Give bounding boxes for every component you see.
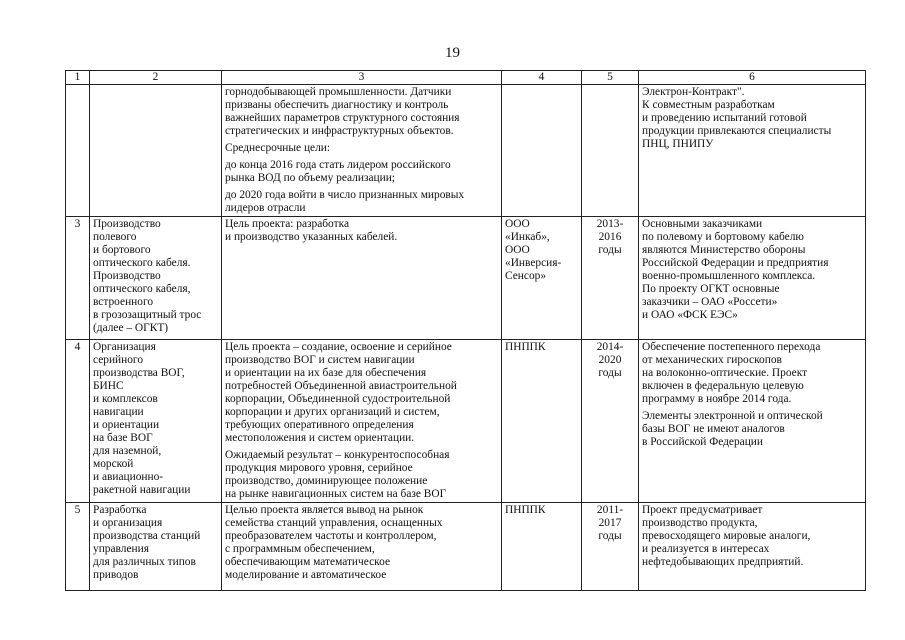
- row-number-cell: 3: [66, 217, 90, 340]
- years-cell: 2013- 2016 годы: [582, 217, 639, 340]
- column-header: 3: [222, 71, 502, 85]
- table-row: [66, 503, 866, 591]
- project-name-cell: Организация серийного производства ВОГ, БИНС и комплексов навигации и ориентации на базе ВОГ для наземной, морской и авиационно- ракетной навигации: [90, 340, 222, 503]
- notes-cell: Электрон-Контракт". К совместным разработкам и проведению испытаний готовой продукции привлекаются специалисты ПНЦ, ПНИПУ: [639, 85, 866, 217]
- executor-cell: ООО «Инкаб», ООО «Инверсия- Сенсор»: [502, 217, 582, 340]
- notes-cell: Проект предусматривает производство продукта, превосходящего мировые аналоги, и реализуется в интересах нефтедобывающих предприятий.: [639, 503, 866, 591]
- project-goal-cell: Целью проекта является вывод на рынок семейства станций управления, оснащенных преобразователем частоты и контроллером, с программным обеспечением, обеспечивающим математическое моделирование и автоматическое: [222, 503, 502, 591]
- notes-cell: Основными заказчиками по полевому и бортовому кабелю являются Министерство обороны Российской Федерации и предприятия военно-промышленного комплекса. По проекту ОГКТ основные заказчики – ОАО «Россети» и ОАО «ФСК ЕЭС»: [639, 217, 866, 340]
- row-number-cell: 4: [66, 340, 90, 503]
- projects-table: [65, 70, 866, 591]
- notes-cell: Обеспечение постепенного перехода от механических гироскопов на волоконно-оптические. Проект включен в федеральную целевую программу в ноябре 2014 года. Элементы электронной и оптической базы ВОГ не имеют аналогов в Российской Федерации: [639, 340, 866, 503]
- project-goal-cell: Цель проекта – создание, освоение и серийное производство ВОГ и систем навигации и ориентации на их базе для обеспечения потребностей Объединенной авиастроительной корпорации, Объединенной судостроительной корпорации и других организаций и систем, требующих оперативного определения местоположения и систем ориентации. Ожидаемый результат – конкурентоспособная продукция мирового уровня, серийное производство, доминирующее положение на рынке навигационных систем на базе ВОГ: [222, 340, 502, 503]
- header-row: [66, 71, 866, 85]
- table-row: [66, 217, 866, 340]
- column-header: 1: [66, 71, 90, 85]
- table-row: [66, 340, 866, 503]
- project-goal-cell: горнодобывающей промышленности. Датчики призваны обеспечить диагностику и контроль важнейших параметров структурного состояния стратегических и инфраструктурных объектов. Среднесрочные цели: до конца 2016 года стать лидером российского рынка ВОД по объему реализации; до 2020 года войти в число признанных мировых лидеров отрасли: [222, 85, 502, 217]
- executor-cell: ПНППК: [502, 340, 582, 503]
- years-cell: 2011- 2017 годы: [582, 503, 639, 591]
- years-cell: [582, 85, 639, 217]
- project-name-cell: [90, 85, 222, 217]
- years-cell: 2014- 2020 годы: [582, 340, 639, 503]
- column-header: 6: [639, 71, 866, 85]
- column-header: 5: [582, 71, 639, 85]
- executor-cell: [502, 85, 582, 217]
- table-row: [66, 85, 866, 217]
- row-number-cell: 5: [66, 503, 90, 591]
- project-name-cell: Производство полевого и бортового оптического кабеля. Производство оптического кабеля, встроенного в грозозащитный трос (далее – ОГКТ): [90, 217, 222, 340]
- executor-cell: ПНППК: [502, 503, 582, 591]
- row-number-cell: [66, 85, 90, 217]
- column-header: 2: [90, 71, 222, 85]
- page-number: 19: [445, 45, 460, 61]
- column-header: 4: [502, 71, 582, 85]
- project-goal-cell: Цель проекта: разработка и производство указанных кабелей.: [222, 217, 502, 340]
- project-name-cell: Разработка и организация производства станций управления для различных типов приводов: [90, 503, 222, 591]
